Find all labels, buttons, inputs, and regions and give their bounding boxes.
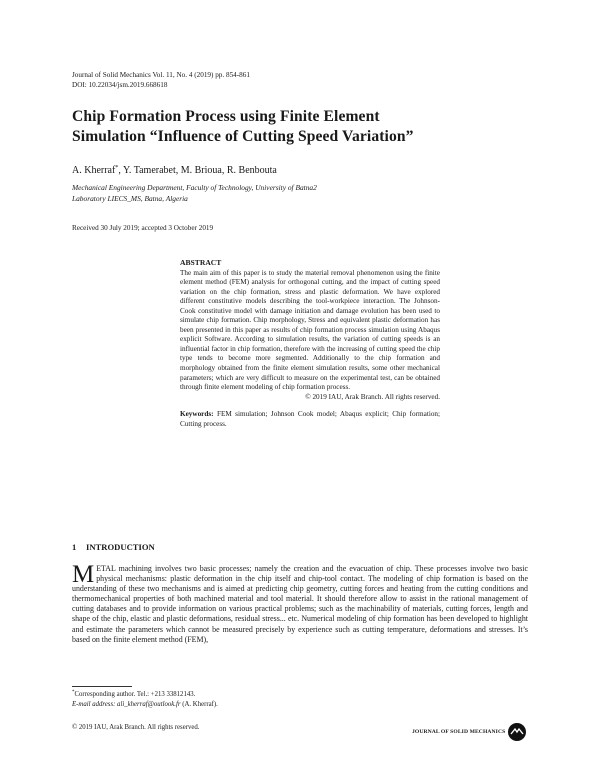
footnote-corresponding: Corresponding author. Tel.: +213 33812143. [74,691,196,698]
footnote-email[interactable]: E-mail address: ali_kherraf@outlook.fr [72,701,181,708]
footnote-email-suffix: (A. Kherraf). [180,701,218,708]
footnote-mark: * [72,690,75,695]
title-line-2: Simulation “Influence of Cutting Speed Variation” [72,128,414,145]
journal-logo-mark [510,727,524,737]
footer-copyright: © 2019 IAU, Arak Branch. All rights reserved. [72,724,200,731]
affiliation-line-1: Mechanical Engineering Department, Faculty of Technology, University of Batna2 [72,183,317,192]
footer-journal-name: JOURNAL OF SOLID MECHANICS [412,729,506,735]
footnote-rule [72,686,132,687]
doi: DOI: 10.22034/jsm.2019.668618 [72,81,168,89]
drop-cap: M [72,561,95,588]
journal-header [72,70,250,90]
keywords [180,410,440,429]
intro-paragraph [72,561,528,645]
author-mark: * [115,165,119,171]
section-number: 1 [72,542,77,552]
paper-title [72,107,542,147]
abstract-text: The main aim of this paper is to study the material removal phenomenon using the finite element method (FEM) analysis for orthogonal cutting, and the impact of cutting speed variation on the chip formation, stress and plastic deformation. We have explored different constitutive models describing the tool-workpiece interaction. The Johnson-Cook constitutive model with damage initiation and damage evolution has been used to simulate chip formation. Chip morphology, Stress and equivalent plastic deformation has been presented in this paper as results of chip formation process simulation using Abaqus explicit Software. According to simulation results, the variation of cutting speeds is an influential factor in chip formation, therefore with the increasing of cutting speed the chip type tends to become more segmented. Additionally to the chip formation and morphology obtained from the finite element simulation results, some other mechanical parameters; which are very difficult to measure on the experimental test, can be obtained through finite element modeling of chip formation process. [180,268,440,392]
authors [72,165,277,176]
footnote-line-1 [72,688,218,700]
received-dates: Received 30 July 2019; accepted 3 October 2019 [72,224,214,232]
affiliation-line-2: Laboratory LIECS_MS, Batna, Algeria [72,193,188,203]
keywords-list: FEM simulation; Johnson Cook model; Abaqus explicit; Chip formation; Cutting process. [180,410,440,428]
journal-citation: Journal of Solid Mechanics Vol. 11, No. 4 (2019) pp. 854-861 [72,71,250,79]
footnote-line-2 [72,700,218,710]
corresponding-author: A. Kherraf [72,165,116,176]
footnote [72,688,218,710]
intro-text: machining involves two basic processes; namely the creation and the evacuation of chip. These processes involve two basic physical mechanisms: plastic deformation in the chip itself and chip-tool contact. The modeling of chip formation is based on the understanding of these two mechanisms and is aimed at predicting chip geometry, cutting forces and heating from the cutting conditions and thermomechanical properties of both machined material and tool material. It should therefore allow to assist in the rational management of cutting databases and to provide information on various practical problems; such as the machinability of materials, cutting forces, length and shape of the chip, elastic and plastic deformations, residual stress... etc. Numerical modeling of chip formation has been developed to highlight and estimate the parameters which cannot be measured precisely by experience such as cutting temperature, deformations and stresses. It’s based on the finite element method (FEM), [72,564,528,644]
title-line-1: Chip Formation Process using Finite Element [72,108,380,125]
intro-first-word: ETAL [96,564,116,573]
other-authors: , Y. Tamerabet, M. Brioua, R. Benbouta [118,165,277,176]
keywords-label: Keywords: [180,410,214,419]
section-heading [72,542,155,552]
abstract-copyright: © 2019 IAU, Arak Branch. All rights reserved. [305,392,440,401]
journal-logo-icon [508,723,526,741]
abstract-block [180,258,440,429]
footer-journal [412,723,526,741]
affiliation [72,183,317,204]
abstract-heading: ABSTRACT [180,258,222,267]
section-title: INTRODUCTION [86,542,155,552]
